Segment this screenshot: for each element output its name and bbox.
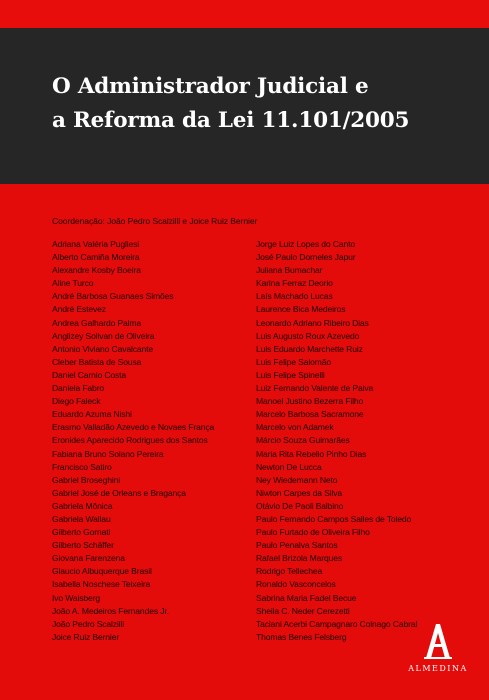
author-name: Luis Felipe Salomão [256, 356, 332, 367]
author-name: Márcio Souza Guimarães [256, 435, 350, 446]
almedina-logo-icon [424, 622, 452, 660]
author-name: Manoel Justino Bezerra Filho [256, 396, 364, 407]
author-name: Daniela Fabro [52, 383, 105, 394]
coordination-credit: Coordenação: João Pedro Scalzilli e Joice Ruiz Bernier [52, 216, 258, 226]
author-name: Andrea Galhardo Palma [52, 317, 142, 328]
author-name: Cleber Batista de Sousa [52, 356, 142, 367]
authors-list-right [256, 238, 417, 644]
author-name: Marcelo von Adamek [256, 422, 334, 433]
author-name: Sheila C. Neder Cerezetti [256, 605, 350, 616]
author-name: Maria Rita Rebello Pinho Dias [256, 448, 367, 459]
author-name: André Barbosa Guanaes Simões [52, 291, 174, 302]
author-name: Fabiana Bruno Solano Pereira [52, 448, 164, 459]
title-line-2: a Reforma da Lei 11.101/2005 [52, 108, 410, 133]
author-name: Newton De Lucca [256, 461, 322, 472]
author-name: Sabrina Maria Fadel Becue [256, 592, 357, 603]
author-name: Laurence Bica Medeiros [256, 304, 346, 315]
publisher-name: ALMEDINA [408, 664, 468, 673]
title-line-1: O Administrador Judicial e [52, 74, 369, 99]
author-name: Paulo Fernando Campos Salles de Toledo [256, 513, 412, 524]
author-name: Francisco Satiro [52, 461, 112, 472]
author-name: Rodrigo Tellechea [256, 566, 323, 577]
author-name: Eduardo Azuma Nishi [52, 409, 132, 420]
book-title [52, 70, 472, 138]
author-name: Gilberto Gornati [52, 527, 111, 538]
author-name: João A. Medeiros Fernandes Jr. [52, 605, 169, 616]
author-name: Paulo Penalva Santos [256, 540, 338, 551]
author-name: Gabriela Mônica [52, 500, 113, 511]
author-name: Glaucio Albuquerque Brasil [52, 566, 152, 577]
author-name: Jorge Luiz Lopes do Canto [256, 239, 355, 249]
author-name: Gilberto Schäffer [52, 540, 114, 551]
author-name: José Paulo Dorneles Japur [256, 252, 356, 263]
author-name: Daniel Carnio Costa [52, 369, 127, 380]
author-name: Antonio Viviano Cavalcante [52, 343, 154, 354]
author-name: Eronides Aparecido Rodrigues dos Santos [52, 435, 208, 446]
author-name: Otávio De Paoli Balbino [256, 500, 344, 511]
author-name: Luis Augusto Roux Azevedo [256, 330, 360, 341]
author-name: Ivo Waisberg [52, 592, 101, 603]
author-name: Aline Turco [52, 278, 94, 289]
author-name: Thomas Benes Felsberg [256, 631, 347, 642]
cover-top-strip [0, 0, 489, 28]
author-name: André Estevez [52, 304, 106, 315]
author-name: Isabella Noschese Teixeira [52, 579, 151, 590]
author-name: Alexandre Kosby Boeira [52, 265, 141, 276]
author-name: Erasmo Valladão Azevedo e Novaes França [52, 422, 215, 433]
author-name: Alberto Camiña Moreira [52, 252, 140, 263]
author-name: Juliana Bumachar [256, 265, 323, 276]
author-name: Rafael Brizola Marques [256, 553, 343, 564]
author-name: Luiz Fernando Valente de Paiva [256, 383, 374, 394]
authors-list-left [52, 238, 214, 644]
author-name: Gabriel José de Orleans e Bragança [52, 487, 186, 498]
author-name: Taciani Acerbi Campagnaro Colnago Cabral [256, 618, 418, 629]
publisher-logo [402, 622, 474, 688]
author-name: Anglizey Solivan de Oliveira [52, 330, 155, 341]
author-name: Gabriel Broseghini [52, 474, 120, 485]
author-name: Ronaldo Vasconcelos [256, 579, 336, 590]
author-name: Paulo Furtado de Oliveira Filho [256, 527, 370, 538]
author-name: Luis Eduardo Marchette Ruiz [256, 343, 363, 354]
author-name: Giovana Farenzena [52, 553, 125, 564]
author-name: João Pedro Scalzilli [52, 618, 124, 629]
author-name: Luis Felipe Spinelli [256, 369, 325, 380]
author-name: Laís Machado Lucas [256, 291, 333, 302]
author-name: Diego Faleck [52, 396, 101, 407]
author-name: Ney Wiedemann Neto [256, 474, 338, 485]
author-name: Adriana Valéria Pugliesi [52, 239, 140, 249]
author-name: Gabriela Wallau [52, 513, 111, 524]
author-name: Marcelo Barbosa Sacramone [256, 409, 364, 420]
author-name: Niwton Carpes da Silva [256, 487, 343, 498]
author-name: Joice Ruiz Bernier [52, 631, 120, 642]
author-name: Karina Ferraz Deorio [256, 278, 333, 289]
author-name: Leonardo Adriano Ribeiro Dias [256, 317, 369, 328]
